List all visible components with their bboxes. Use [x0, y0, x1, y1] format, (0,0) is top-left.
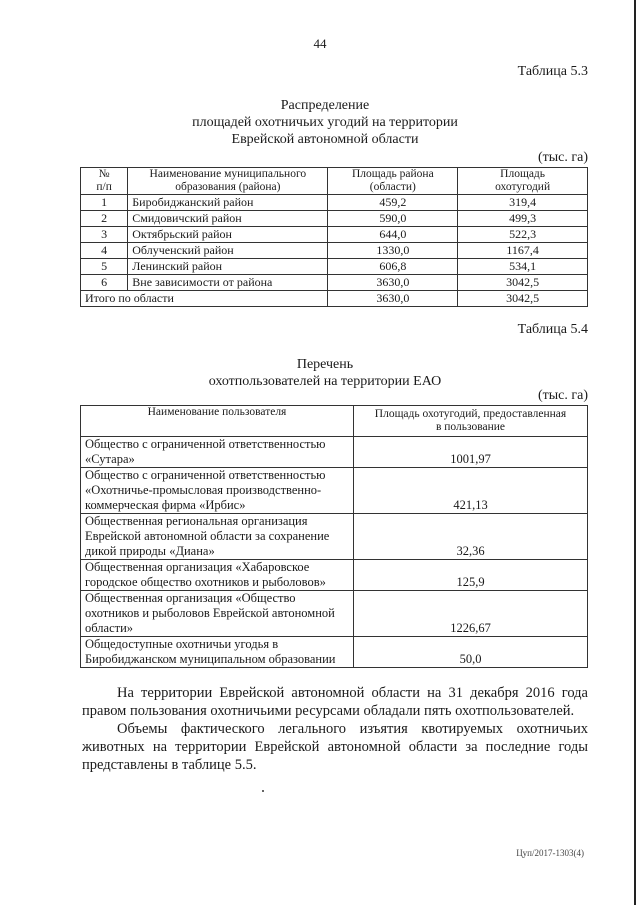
cell-user-name: Общество с ограниченной ответственностью «Сутара»	[81, 437, 354, 468]
cell-name: Октябрьский район	[128, 227, 328, 243]
table-5-4-label: Таблица 5.4	[517, 322, 588, 337]
cell-name: Биробиджанский район	[128, 195, 328, 211]
paragraph: На территории Еврейской автономной области на 31 декабря 2016 года правом пользования охотничьими ресурсами обладали пять охотпользователей.	[82, 685, 588, 719]
title-line: охотпользователей на территории ЕАО	[208, 374, 442, 389]
table-row	[81, 514, 588, 560]
cell-user-area: 1226,67	[354, 591, 588, 637]
cell-name: Облученский район	[128, 243, 328, 259]
table-row	[81, 211, 588, 227]
cell-hunt: 522,3	[458, 227, 588, 243]
table-row	[81, 227, 588, 243]
cell-hunt: 319,4	[458, 195, 588, 211]
cell-user-name: Общественная организация «Хабаровское городское общество охотников и рыболовов»	[81, 560, 354, 591]
cell-user-area: 50,0	[354, 637, 588, 668]
footer-code: Цуп/2017-1303(4)	[516, 848, 584, 858]
table-total-row	[81, 291, 588, 307]
cell-name: Ленинский район	[128, 259, 328, 275]
cell-hunt: 534,1	[458, 259, 588, 275]
table-5-4-title	[60, 356, 590, 390]
cell-total-name: Итого по области	[81, 291, 328, 307]
table-row	[81, 637, 588, 668]
table-5-3	[80, 167, 588, 307]
cell-user-name: Общество с ограниченной ответственностью «Охотничье-промысловая производственно- коммерческая фирма «Ирбис»	[81, 468, 354, 514]
page-number: 44	[313, 36, 327, 51]
table-row	[81, 243, 588, 259]
table-5-3-units: (тыс. га)	[537, 150, 588, 165]
table-row	[81, 468, 588, 514]
title-line: Перечень	[296, 357, 354, 372]
cell-hunt: 3042,5	[458, 275, 588, 291]
cell-area: 606,8	[328, 259, 458, 275]
header-user-area: Площадь охотугодий, предоставленная в пользование	[354, 406, 588, 437]
header-num: № п/п	[81, 168, 128, 195]
table-row	[81, 560, 588, 591]
paragraph: Объемы фактического легального изъятия квотируемых охотничьих животных на территории Еврейской автономной области за последние годы представлены в таблице 5.5.	[82, 721, 588, 773]
table-5-4-units: (тыс. га)	[537, 388, 588, 403]
cell-user-area: 1001,97	[354, 437, 588, 468]
scan-edge-line	[634, 0, 636, 905]
cell-num: 2	[81, 211, 128, 227]
body-text	[82, 684, 588, 774]
cell-name: Смидовичский район	[128, 211, 328, 227]
table-row	[81, 259, 588, 275]
cell-total-area: 3630,0	[328, 291, 458, 307]
cell-num: 1	[81, 195, 128, 211]
cell-name: Вне зависимости от района	[128, 275, 328, 291]
header-name: Наименование муниципального образования (района)	[128, 168, 328, 195]
cell-area: 1330,0	[328, 243, 458, 259]
cell-hunt: 499,3	[458, 211, 588, 227]
title-line: Еврейской автономной области	[231, 132, 419, 147]
cell-total-hunt: 3042,5	[458, 291, 588, 307]
table-header-row	[81, 406, 588, 437]
cell-hunt: 1167,4	[458, 243, 588, 259]
cell-area: 459,2	[328, 195, 458, 211]
title-line: Распределение	[280, 98, 370, 113]
table-5-3-title	[60, 97, 590, 148]
cell-user-area: 421,13	[354, 468, 588, 514]
cell-num: 5	[81, 259, 128, 275]
cell-num: 4	[81, 243, 128, 259]
table-5-4	[80, 405, 588, 668]
table-row	[81, 275, 588, 291]
cell-num: 3	[81, 227, 128, 243]
table-header-row	[81, 168, 588, 195]
cell-area: 3630,0	[328, 275, 458, 291]
table-row	[81, 437, 588, 468]
table-row	[81, 195, 588, 211]
cell-user-area: 125,9	[354, 560, 588, 591]
header-hunt: Площадь охотугодий	[458, 168, 588, 195]
cell-num: 6	[81, 275, 128, 291]
cell-user-name: Общедоступные охотничьи угодья в Биробиджанском муниципальном образовании	[81, 637, 354, 668]
header-user-name: Наименование пользователя	[81, 406, 354, 437]
cell-area: 590,0	[328, 211, 458, 227]
scan-speck	[262, 790, 264, 792]
cell-user-area: 32,36	[354, 514, 588, 560]
table-5-3-label: Таблица 5.3	[517, 64, 588, 79]
table-row	[81, 591, 588, 637]
cell-user-name: Общественная организация «Общество охотников и рыболовов Еврейской автономной области»	[81, 591, 354, 637]
header-area: Площадь района (области)	[328, 168, 458, 195]
title-line: площадей охотничьих угодий на территории	[192, 115, 458, 130]
cell-user-name: Общественная региональная организация Еврейской автономной области за сохранение дикой природы «Диана»	[81, 514, 354, 560]
cell-area: 644,0	[328, 227, 458, 243]
